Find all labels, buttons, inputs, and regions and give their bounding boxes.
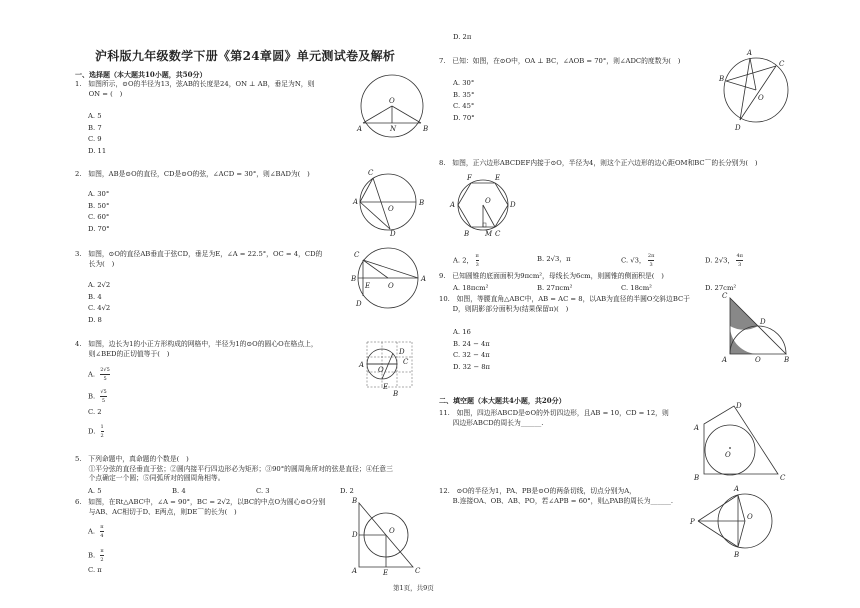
svg-text:E: E: [383, 383, 389, 391]
svg-text:B: B: [423, 125, 429, 133]
question-10: [439, 295, 690, 314]
question-5-text: 5. 下列命题中，真命题的个数是( ): [75, 455, 189, 463]
option-d: D. 27cm²: [705, 284, 737, 292]
question-12: [439, 487, 673, 506]
question-6-text: 6. 如图，在Rt△ABC中，∠A = 90°，BC = 2√2，以BC的中点O为圆心⊙O分别: [75, 498, 326, 506]
svg-text:D: D: [399, 348, 405, 356]
question-10-options: [453, 327, 490, 373]
option-d: D. 70°: [88, 224, 110, 233]
svg-text:D: D: [735, 124, 741, 132]
option-a: A. 18πcm²: [453, 284, 489, 292]
question-4-option-c: C. 2: [88, 408, 102, 416]
option-a: A. 5: [88, 112, 102, 120]
question-9-options: [453, 283, 736, 295]
question-5-options: [88, 486, 354, 498]
svg-text:C: C: [779, 60, 785, 68]
question-7: [439, 57, 680, 67]
question-9-text: 9. 已知圆锥的底面面积为9πcm²，母线长为6cm，则圆锥的侧面积是( ): [439, 272, 664, 280]
question-11: [439, 409, 669, 428]
svg-text:C: C: [495, 230, 501, 238]
page-title: 沪科版九年级数学下册《第24章圆》单元测试卷及解析: [95, 49, 396, 63]
option-c: C. 4√2: [88, 304, 111, 313]
option-b: B. 4: [172, 487, 186, 495]
question-10-text-2: D，则阴影部分面积为(结果保留π)( ): [439, 304, 569, 313]
svg-text:F: F: [467, 174, 472, 182]
svg-text:B: B: [734, 551, 740, 559]
svg-text:O: O: [758, 94, 764, 102]
svg-text:C: C: [780, 474, 786, 482]
svg-text:O: O: [389, 97, 395, 105]
q11-tangential-quadrilateral-figure: [690, 402, 790, 482]
question-4-option-b: B. $\frac{√5}{5}$: [88, 389, 107, 404]
option-d: D. 8: [88, 315, 102, 324]
question-3: [75, 250, 322, 269]
svg-text:B: B: [393, 390, 399, 398]
option-a: A. 5: [88, 487, 102, 495]
svg-text:A: A: [747, 49, 753, 57]
option-b: B. 24 − 4π: [453, 339, 490, 348]
svg-text:A: A: [722, 356, 728, 364]
svg-text:O: O: [725, 451, 731, 459]
question-2-text: 2. 如图，AB是⊙O的直径，CD是⊙O的弦，∠ACD = 30°，则∠BAD为( ): [75, 170, 310, 178]
option-b: B. 27πcm²: [537, 284, 573, 292]
question-4-option-a: A. $\frac{2√5}{5}$: [88, 367, 110, 382]
svg-text:B: B: [464, 230, 470, 238]
svg-text:B: B: [719, 75, 725, 83]
option-b: B. 4: [88, 292, 102, 301]
svg-text:D: D: [352, 531, 358, 539]
question-2-options: [88, 189, 110, 235]
option-b: B. 7: [88, 123, 102, 132]
option-d: D. 2: [340, 487, 354, 495]
question-1-options: [88, 111, 106, 157]
option-b: B. 35°: [453, 90, 475, 99]
svg-text:B: B: [351, 275, 357, 283]
question-8: [439, 159, 757, 169]
svg-text:A: A: [421, 275, 427, 283]
question-2: [75, 170, 310, 180]
question-7-options: [453, 78, 475, 124]
question-4: [75, 340, 318, 359]
svg-text:A: A: [734, 485, 740, 493]
svg-text:O: O: [389, 527, 395, 535]
question-11-text-2: 四边形ABCD的周长为______.: [439, 418, 544, 427]
option-c: C. 32 − 4π: [453, 351, 490, 360]
option-a: A. 30°: [88, 190, 110, 198]
q3-circle-figure: [348, 244, 438, 314]
svg-text:A: A: [450, 201, 456, 209]
question-9: [439, 272, 664, 282]
question-3-text: 3. 如图，⊙O的直径AB垂直于弦CD，垂足为E，∠A = 22.5°，OC = 4，CD的: [75, 250, 323, 258]
question-1: [75, 80, 314, 99]
svg-text:E: E: [383, 569, 389, 577]
question-6-option-d: D. 2π: [453, 33, 472, 41]
svg-text:P: P: [690, 518, 695, 526]
svg-text:A: A: [353, 198, 359, 206]
question-4-text-2: 则∠BED的正切值等于( ): [75, 349, 170, 358]
question-3-options: [88, 280, 110, 326]
question-6-text-2: 与AB、AC相切于D、E两点，则DE⌒的长为( ): [75, 507, 237, 516]
question-11-text: 11. 如图，四边形ABCD是⊙O的外切四边形，且AB = 10，CD = 12，则: [439, 409, 669, 417]
option-c: C. 18cm²: [621, 284, 652, 292]
svg-text:C: C: [354, 251, 360, 259]
question-6-option-b: B. $\frac{\pi}{2}$: [88, 548, 104, 563]
q1-circle-figure: [353, 76, 433, 156]
page-footer: 第1页，共9页: [393, 584, 434, 592]
option-a: A. 16: [453, 328, 471, 336]
option-d: D. 70°: [453, 113, 475, 122]
question-8-option-d: D. 2√3， $\frac{4\pi}{3}$: [705, 253, 743, 268]
section-choice-heading: 一、选择题（本大题共10小题，共50分）: [75, 70, 207, 79]
svg-text:E: E: [495, 174, 501, 182]
svg-text:O: O: [388, 205, 394, 213]
question-5: [75, 455, 393, 484]
svg-text:D: D: [760, 318, 766, 326]
svg-text:A: A: [359, 361, 365, 369]
question-5-text-3: 个点确定一个圆；⑤同弧所对的圆周角相等。: [75, 474, 225, 482]
q2-circle-figure: [348, 167, 438, 237]
svg-text:C: C: [415, 567, 421, 575]
question-3-text-2: 长为( ): [75, 259, 115, 268]
option-b: B. 50°: [88, 201, 110, 210]
question-1-text-2: ON = ( ): [75, 89, 123, 98]
svg-text:O: O: [485, 197, 491, 205]
svg-text:M: M: [485, 230, 493, 238]
q4-grid-figure: [355, 334, 435, 404]
svg-text:A: A: [357, 125, 363, 133]
question-6-option-a: A. $\frac{\pi}{4}$: [88, 524, 104, 539]
question-4-option-d: D. $\frac{1}{2}$: [88, 424, 104, 439]
question-8-option-c: C. √3， $\frac{2\pi}{3}$: [621, 253, 655, 268]
question-7-text: 7. 已知：如图，在⊙O中，OA ⊥ BC，∠AOB = 70°，则∠ADC的度数为( ): [439, 57, 681, 65]
option-d: D. 32 − 8π: [453, 362, 490, 371]
svg-text:B: B: [784, 356, 790, 364]
q6-triangle-figure: [345, 495, 425, 575]
svg-text:C: C: [403, 358, 409, 366]
question-12-text-2: B.连接OA、OB、AB、PO，若∠APB = 60°，则△PAB的周长为______.: [439, 496, 674, 505]
svg-text:B: B: [419, 199, 425, 207]
svg-text:O: O: [388, 282, 394, 290]
svg-text:A: A: [352, 567, 358, 575]
question-6: [75, 498, 325, 517]
question-1-text: 1. 如图所示，⊙O的半径为13，弦AB的长度是24，ON ⊥ AB，垂足为N，则: [75, 80, 315, 88]
q12-tangent-lines-figure: [690, 481, 790, 561]
svg-text:D: D: [510, 201, 516, 209]
svg-text:C: C: [368, 169, 374, 177]
option-c: C. 3: [256, 487, 270, 495]
svg-text:D: D: [390, 230, 396, 238]
question-4-text: 4. 如图，边长为1的小正方形构成的网格中，半径为1的⊙O的圆心O在格点上，: [75, 340, 318, 348]
svg-text:D: D: [356, 300, 362, 308]
question-5-text-2: ①平分弦的直径垂直于弦；②圆内接平行四边形必为矩形；③90°的圆周角所对的弦是直径；④任意三: [75, 464, 393, 473]
question-6-option-c: C. π: [88, 566, 102, 574]
svg-text:E: E: [365, 282, 371, 290]
svg-text:O: O: [747, 513, 753, 521]
section-fill-heading: 二、填空题（本大题共4小题，共20分）: [439, 396, 566, 405]
q10-shaded-figure: [718, 290, 798, 370]
option-d: D. 11: [88, 146, 107, 155]
option-c: C. 60°: [88, 213, 110, 222]
question-10-text: 10. 如图，等腰直角△ABC中，AB = AC = 8，以AB为直径的半圆O交斜边BC于: [439, 295, 690, 303]
svg-text:B: B: [352, 497, 358, 505]
svg-text:A: A: [694, 424, 700, 432]
question-8-option-b: B. 2√3，π: [537, 255, 571, 263]
option-a: A. 30°: [453, 79, 475, 87]
svg-text:B: B: [694, 474, 700, 482]
option-c: C. 45°: [453, 102, 475, 111]
svg-text:O: O: [378, 366, 384, 374]
option-c: C. 9: [88, 135, 102, 144]
question-8-text: 8. 如图，正六边形ABCDEF内接于⊙O，半径为4，则这个正六边形的边心距OM和BC⌒的长分别为( ): [439, 159, 758, 167]
q8-hexagon-figure: [447, 172, 527, 242]
question-8-option-a: A. 2， $\frac{\pi}{3}$: [453, 253, 479, 268]
question-12-text: 12. ⊙O的半径为1，PA、PB是⊙O的两条切线，切点分别为A，: [439, 487, 636, 495]
svg-text:D: D: [736, 402, 742, 410]
q7-circle-figure: [718, 48, 798, 138]
svg-text:O: O: [755, 356, 761, 364]
svg-text:C: C: [722, 292, 728, 300]
option-a: A. 2√2: [88, 281, 111, 289]
svg-text:N: N: [390, 125, 397, 133]
